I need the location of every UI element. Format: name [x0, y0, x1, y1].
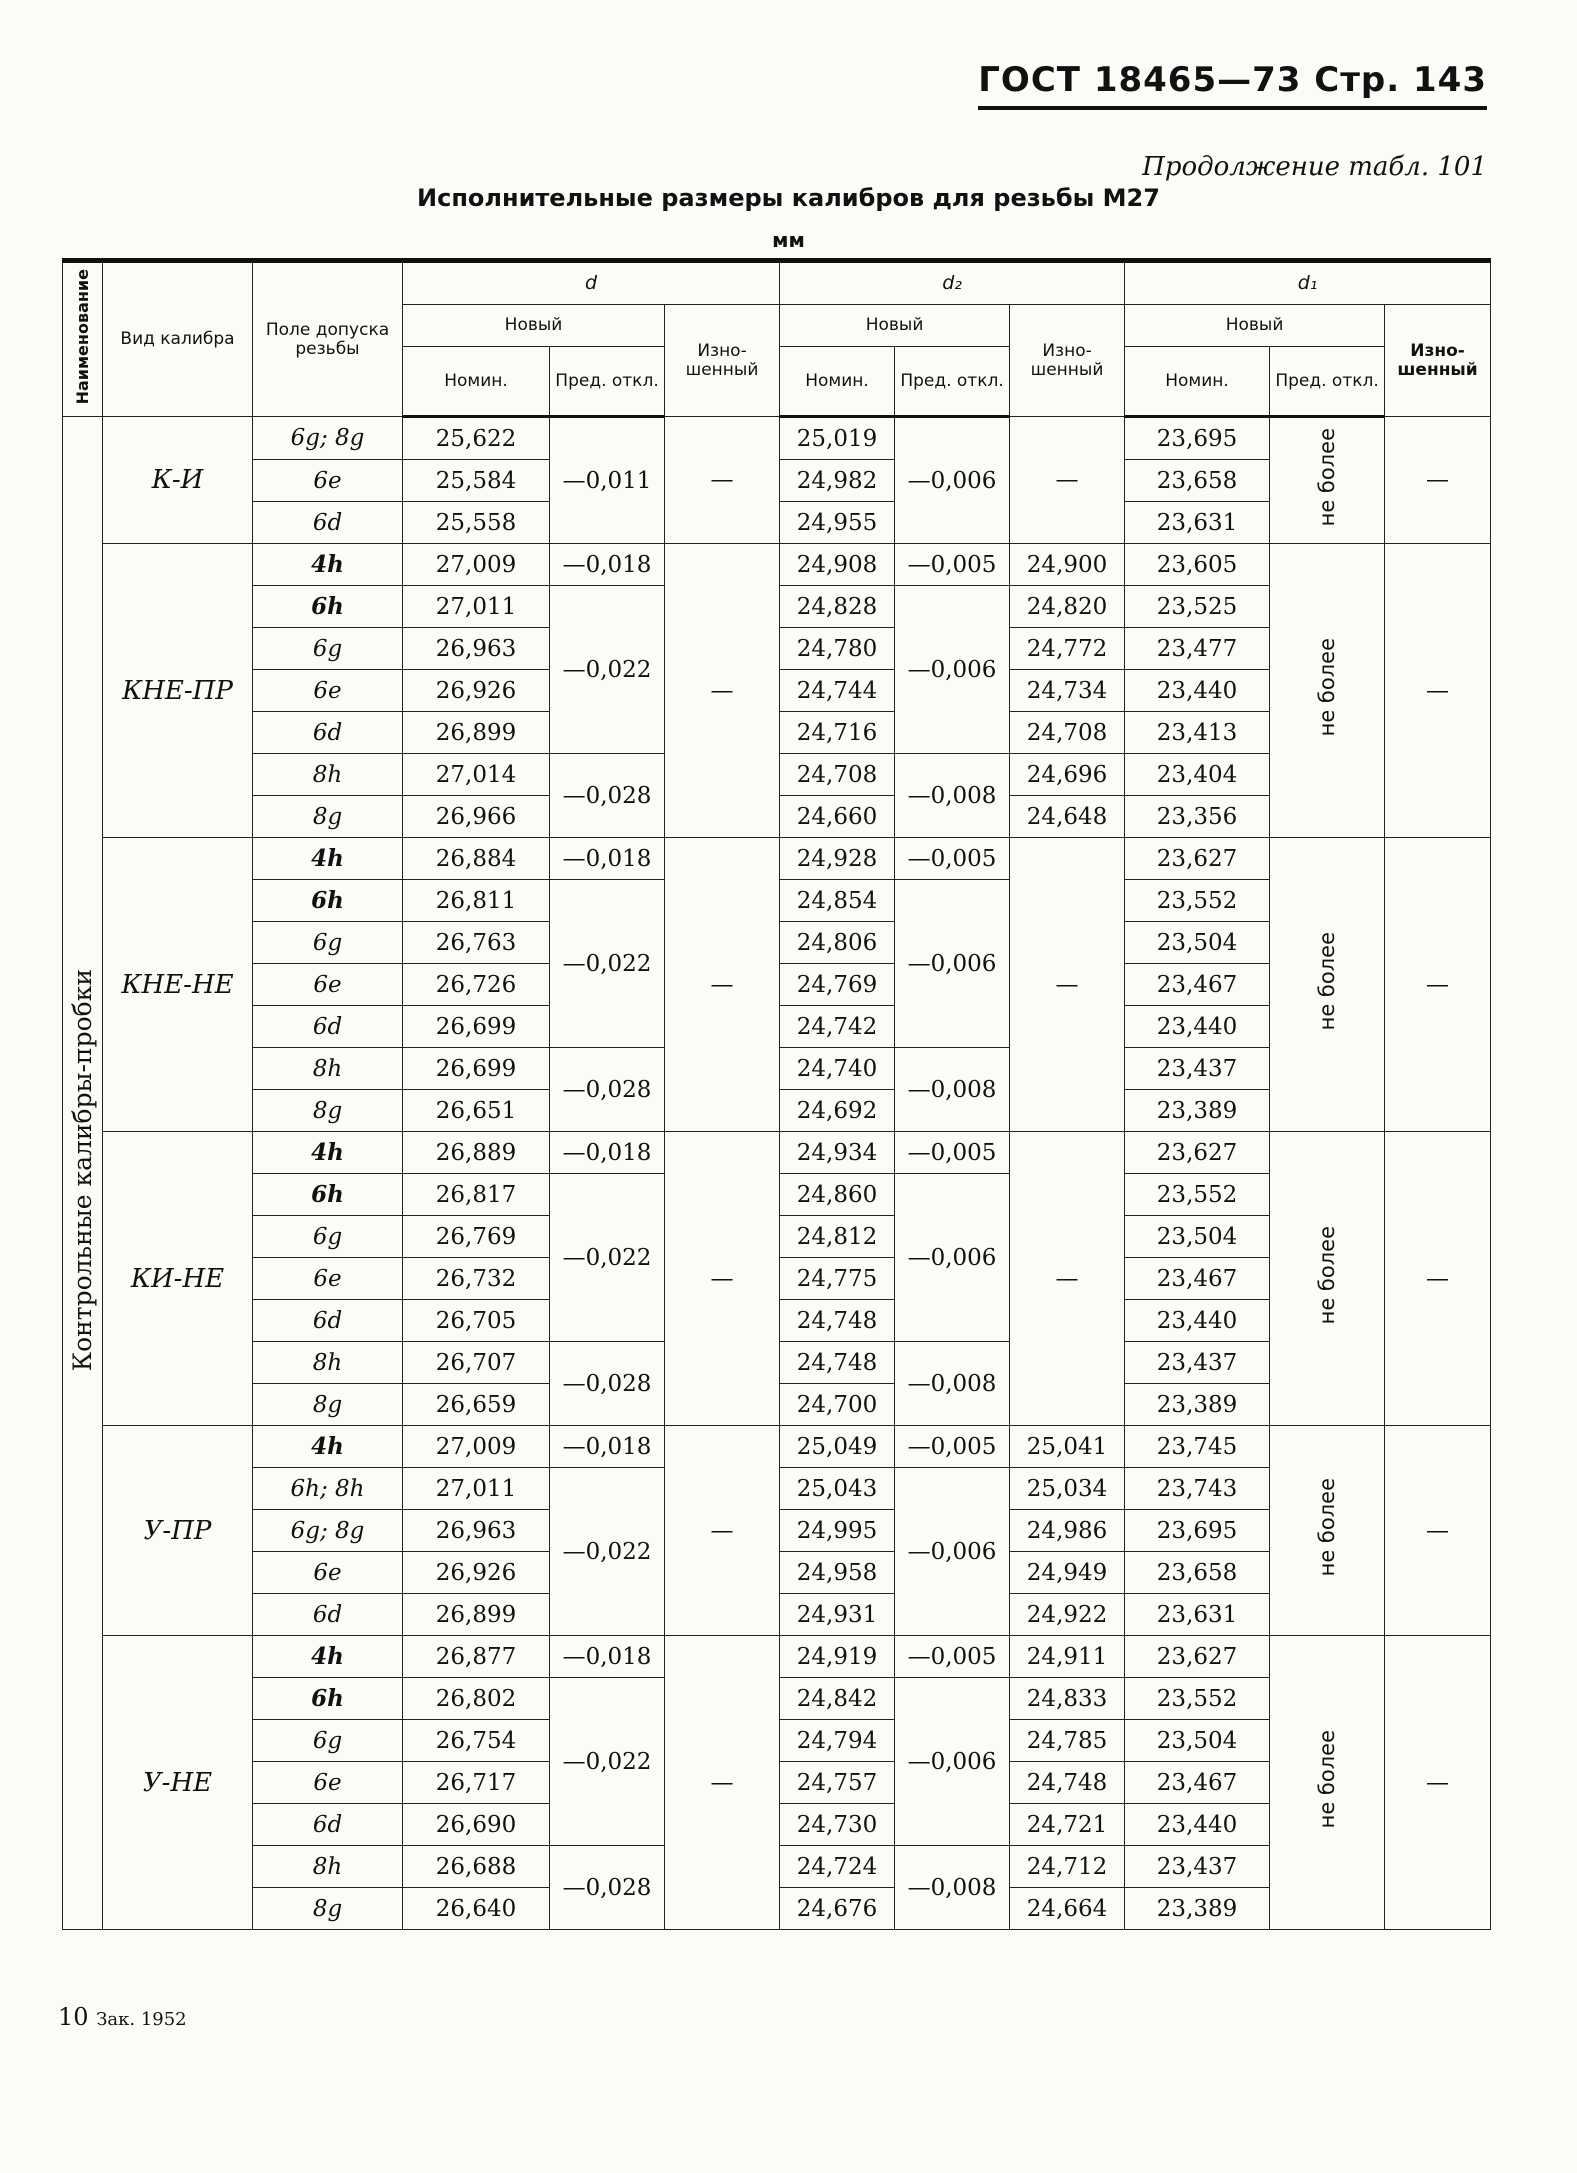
d-nominal: 26,688	[403, 1846, 550, 1888]
d-nominal: 27,011	[403, 586, 550, 628]
gauge-type: КИ-НЕ	[103, 1132, 253, 1426]
header-d2-worn: Изно-шенный	[1010, 305, 1125, 417]
d2-deviation: —0,006	[895, 1468, 1010, 1636]
gauge-type: У-ПР	[103, 1426, 253, 1636]
tolerance-field: 6e	[253, 964, 403, 1006]
table-row	[63, 1132, 1491, 1174]
d1-nominal: 23,504	[1125, 1216, 1270, 1258]
d1-nominal: 23,404	[1125, 754, 1270, 796]
tolerance-field: 6g	[253, 1216, 403, 1258]
d1-nominal: 23,504	[1125, 1720, 1270, 1762]
d-nominal: 26,963	[403, 1510, 550, 1552]
d-deviation: —0,028	[550, 1342, 665, 1426]
d1-worn: —	[1385, 1636, 1491, 1930]
d1-nominal: 23,467	[1125, 964, 1270, 1006]
header-d2-deviation: Пред. откл.	[895, 347, 1010, 417]
table-row	[63, 544, 1491, 586]
d2-deviation: —0,008	[895, 1342, 1010, 1426]
d1-worn: —	[1385, 838, 1491, 1132]
d-nominal: 26,889	[403, 1132, 550, 1174]
not-more-note: не более	[1315, 932, 1340, 1031]
d2-deviation: —0,008	[895, 1048, 1010, 1132]
d1-nominal: 23,605	[1125, 544, 1270, 586]
d-nominal: 26,811	[403, 880, 550, 922]
d1-nominal: 23,437	[1125, 1048, 1270, 1090]
header-d-deviation: Пред. откл.	[550, 347, 665, 417]
tolerance-field: 6h	[253, 586, 403, 628]
tolerance-field: 4h	[253, 544, 403, 586]
tolerance-field: 6d	[253, 712, 403, 754]
d2-deviation: —0,005	[895, 838, 1010, 880]
d1-nominal: 23,389	[1125, 1090, 1270, 1132]
tolerance-field: 6d	[253, 502, 403, 544]
d-nominal: 26,817	[403, 1174, 550, 1216]
d2-nominal: 24,982	[780, 460, 895, 502]
d-deviation: —0,022	[550, 880, 665, 1048]
tolerance-field: 8h	[253, 1342, 403, 1384]
tolerance-field: 8g	[253, 1888, 403, 1930]
d1-nominal: 23,627	[1125, 1132, 1270, 1174]
header-d1: d₁	[1125, 261, 1491, 305]
group-label-cell	[63, 417, 103, 1930]
d1-worn: —	[1385, 1426, 1491, 1636]
d-deviation: —0,022	[550, 1174, 665, 1342]
d-nominal: 26,717	[403, 1762, 550, 1804]
d2-worn: 24,712	[1010, 1846, 1125, 1888]
d2-worn: 24,696	[1010, 754, 1125, 796]
d1-deviation	[1270, 1132, 1385, 1426]
d-nominal: 26,884	[403, 838, 550, 880]
d1-nominal: 23,658	[1125, 1552, 1270, 1594]
table-head	[63, 261, 1491, 417]
header-d-worn: Изно-шенный	[665, 305, 780, 417]
d2-deviation: —0,005	[895, 1636, 1010, 1678]
d-nominal: 26,926	[403, 1552, 550, 1594]
gauge-table-wrapper	[62, 258, 1490, 1930]
d-nominal: 26,699	[403, 1006, 550, 1048]
d1-nominal: 23,467	[1125, 1762, 1270, 1804]
d-nominal: 26,640	[403, 1888, 550, 1930]
tolerance-field: 8h	[253, 1846, 403, 1888]
d2-deviation: —0,005	[895, 1132, 1010, 1174]
tolerance-field: 6d	[253, 1006, 403, 1048]
tolerance-field: 6h; 8h	[253, 1468, 403, 1510]
d2-worn: 24,785	[1010, 1720, 1125, 1762]
d2-deviation: —0,006	[895, 1174, 1010, 1342]
d2-nominal: 24,744	[780, 670, 895, 712]
d2-nominal: 24,757	[780, 1762, 895, 1804]
d1-nominal: 23,658	[1125, 460, 1270, 502]
d-nominal: 26,754	[403, 1720, 550, 1762]
d-nominal: 26,732	[403, 1258, 550, 1300]
d2-worn: 24,949	[1010, 1552, 1125, 1594]
d-nominal: 26,926	[403, 670, 550, 712]
d2-deviation: —0,006	[895, 1678, 1010, 1846]
d2-worn: 24,734	[1010, 670, 1125, 712]
d-nominal: 26,963	[403, 628, 550, 670]
header-d1-worn: Изно-шенный	[1385, 305, 1491, 417]
d2-worn: —	[1010, 417, 1125, 544]
d-nominal: 26,659	[403, 1384, 550, 1426]
d2-worn: 24,772	[1010, 628, 1125, 670]
d1-nominal: 23,552	[1125, 1678, 1270, 1720]
footer-page-number: 10	[58, 2003, 89, 2031]
tolerance-field: 8g	[253, 1090, 403, 1132]
tolerance-field: 6h	[253, 1678, 403, 1720]
d-worn: —	[665, 1426, 780, 1636]
d2-nominal: 24,812	[780, 1216, 895, 1258]
header-tolerance: Поле допуска резьбы	[253, 261, 403, 417]
d2-worn: 24,833	[1010, 1678, 1125, 1720]
d2-nominal: 24,724	[780, 1846, 895, 1888]
tolerance-field: 8h	[253, 1048, 403, 1090]
d2-worn: 25,041	[1010, 1426, 1125, 1468]
group-label: Контрольные калибры-пробки	[68, 968, 97, 1372]
d2-nominal: 25,049	[780, 1426, 895, 1468]
d2-worn: 24,721	[1010, 1804, 1125, 1846]
d2-deviation: —0,008	[895, 1846, 1010, 1930]
header-d2-nominal: Номин.	[780, 347, 895, 417]
d1-deviation	[1270, 417, 1385, 544]
d2-worn: 24,664	[1010, 1888, 1125, 1930]
d1-nominal: 23,477	[1125, 628, 1270, 670]
d-worn: —	[665, 544, 780, 838]
d2-nominal: 24,794	[780, 1720, 895, 1762]
tolerance-field: 6e	[253, 670, 403, 712]
not-more-note: не более	[1315, 638, 1340, 737]
d1-nominal: 23,437	[1125, 1846, 1270, 1888]
tolerance-field: 6e	[253, 1258, 403, 1300]
d2-worn: 24,708	[1010, 712, 1125, 754]
tolerance-field: 8h	[253, 754, 403, 796]
continuation-note: Продолжение табл. 101	[1142, 152, 1487, 182]
table-row	[63, 838, 1491, 880]
header-d2-new: Новый	[780, 305, 1010, 347]
d-nominal: 26,705	[403, 1300, 550, 1342]
table-row	[63, 1636, 1491, 1678]
d-nominal: 26,877	[403, 1636, 550, 1678]
d1-nominal: 23,552	[1125, 880, 1270, 922]
d1-nominal: 23,631	[1125, 502, 1270, 544]
gauge-type: К-И	[103, 417, 253, 544]
tolerance-field: 4h	[253, 838, 403, 880]
tolerance-field: 4h	[253, 1132, 403, 1174]
units-label: мм	[772, 228, 805, 252]
header-d1-nominal: Номин.	[1125, 347, 1270, 417]
tolerance-field: 6g	[253, 922, 403, 964]
d2-nominal: 24,660	[780, 796, 895, 838]
gauge-type: У-НЕ	[103, 1636, 253, 1930]
d1-deviation	[1270, 838, 1385, 1132]
d2-nominal: 24,692	[780, 1090, 895, 1132]
tolerance-field: 6e	[253, 1762, 403, 1804]
d2-nominal: 24,931	[780, 1594, 895, 1636]
d-worn: —	[665, 838, 780, 1132]
tolerance-field: 6g	[253, 1720, 403, 1762]
d2-nominal: 24,700	[780, 1384, 895, 1426]
d2-worn: 24,820	[1010, 586, 1125, 628]
d-worn: —	[665, 1636, 780, 1930]
table-row	[63, 1426, 1491, 1468]
tolerance-field: 8g	[253, 1384, 403, 1426]
header-d: d	[403, 261, 780, 305]
d2-worn: 25,034	[1010, 1468, 1125, 1510]
d1-nominal: 23,504	[1125, 922, 1270, 964]
d2-worn: 24,648	[1010, 796, 1125, 838]
d-deviation: —0,018	[550, 1132, 665, 1174]
d2-nominal: 24,708	[780, 754, 895, 796]
d1-deviation	[1270, 544, 1385, 838]
d2-nominal: 25,043	[780, 1468, 895, 1510]
tolerance-field: 6h	[253, 880, 403, 922]
d2-nominal: 24,730	[780, 1804, 895, 1846]
gauge-dimensions-table	[62, 258, 1491, 1930]
d1-nominal: 23,413	[1125, 712, 1270, 754]
d2-nominal: 24,806	[780, 922, 895, 964]
header-name: Наименование	[63, 261, 103, 417]
d2-nominal: 24,842	[780, 1678, 895, 1720]
tolerance-field: 6g; 8g	[253, 1510, 403, 1552]
not-more-note: не более	[1315, 1730, 1340, 1829]
d-nominal: 26,699	[403, 1048, 550, 1090]
d-deviation: —0,018	[550, 1636, 665, 1678]
table-body	[63, 417, 1491, 1930]
d1-worn: —	[1385, 1132, 1491, 1426]
d2-worn: 24,900	[1010, 544, 1125, 586]
gauge-type: КНЕ-НЕ	[103, 838, 253, 1132]
d-nominal: 25,622	[403, 417, 550, 460]
d-deviation: —0,028	[550, 754, 665, 838]
d2-nominal: 24,958	[780, 1552, 895, 1594]
d-nominal: 26,707	[403, 1342, 550, 1384]
d2-nominal: 25,019	[780, 417, 895, 460]
d1-worn: —	[1385, 417, 1491, 544]
tolerance-field: 6e	[253, 1552, 403, 1594]
d-deviation: —0,028	[550, 1846, 665, 1930]
tolerance-field: 6d	[253, 1300, 403, 1342]
table-row	[63, 417, 1491, 460]
d2-worn: —	[1010, 838, 1125, 1132]
d2-nominal: 24,780	[780, 628, 895, 670]
tolerance-field: 6d	[253, 1804, 403, 1846]
d1-nominal: 23,695	[1125, 417, 1270, 460]
table-title: Исполнительные размеры калибров для резьбы М27	[417, 184, 1160, 212]
d2-worn: 24,911	[1010, 1636, 1125, 1678]
d2-nominal: 24,955	[780, 502, 895, 544]
d2-deviation: —0,005	[895, 1426, 1010, 1468]
footer-order: Зак. 1952	[96, 2009, 187, 2030]
tolerance-field: 4h	[253, 1636, 403, 1678]
d-nominal: 26,726	[403, 964, 550, 1006]
d-nominal: 25,558	[403, 502, 550, 544]
d-nominal: 27,009	[403, 544, 550, 586]
tolerance-field: 6g	[253, 628, 403, 670]
d1-nominal: 23,627	[1125, 838, 1270, 880]
d2-nominal: 24,854	[780, 880, 895, 922]
tolerance-field: 6d	[253, 1594, 403, 1636]
d-nominal: 26,690	[403, 1804, 550, 1846]
standard-number: ГОСТ 18465—73	[978, 60, 1302, 100]
d1-nominal: 23,389	[1125, 1384, 1270, 1426]
d2-deviation: —0,006	[895, 417, 1010, 544]
d2-nominal: 24,748	[780, 1300, 895, 1342]
d-deviation: —0,028	[550, 1048, 665, 1132]
tolerance-field: 8g	[253, 796, 403, 838]
d2-worn: 24,922	[1010, 1594, 1125, 1636]
header-gauge-type: Вид калибра	[103, 261, 253, 417]
d2-worn: 24,748	[1010, 1762, 1125, 1804]
d1-nominal: 23,437	[1125, 1342, 1270, 1384]
d2-deviation: —0,006	[895, 880, 1010, 1048]
d2-nominal: 24,716	[780, 712, 895, 754]
d1-nominal: 23,552	[1125, 1174, 1270, 1216]
d1-worn: —	[1385, 544, 1491, 838]
tolerance-field: 6h	[253, 1174, 403, 1216]
d1-nominal: 23,356	[1125, 796, 1270, 838]
not-more-note: не более	[1315, 428, 1340, 527]
d1-nominal: 23,440	[1125, 1006, 1270, 1048]
d2-nominal: 24,908	[780, 544, 895, 586]
d1-nominal: 23,743	[1125, 1468, 1270, 1510]
d-deviation: —0,011	[550, 417, 665, 544]
d2-nominal: 24,919	[780, 1636, 895, 1678]
d2-nominal: 24,995	[780, 1510, 895, 1552]
page-number: Стр. 143	[1314, 60, 1487, 100]
d1-nominal: 23,631	[1125, 1594, 1270, 1636]
not-more-note: не более	[1315, 1478, 1340, 1577]
d1-nominal: 23,440	[1125, 1804, 1270, 1846]
d1-nominal: 23,440	[1125, 670, 1270, 712]
d-worn: —	[665, 1132, 780, 1426]
d-deviation: —0,018	[550, 544, 665, 586]
header-d1-deviation: Пред. откл.	[1270, 347, 1385, 417]
d2-deviation: —0,008	[895, 754, 1010, 838]
d-nominal: 27,011	[403, 1468, 550, 1510]
d-nominal: 27,009	[403, 1426, 550, 1468]
d1-deviation	[1270, 1426, 1385, 1636]
d-deviation: —0,018	[550, 838, 665, 880]
d2-deviation: —0,005	[895, 544, 1010, 586]
d2-nominal: 24,676	[780, 1888, 895, 1930]
d-nominal: 26,763	[403, 922, 550, 964]
not-more-note: не более	[1315, 1226, 1340, 1325]
d-deviation: —0,022	[550, 586, 665, 754]
d2-nominal: 24,928	[780, 838, 895, 880]
d2-nominal: 24,742	[780, 1006, 895, 1048]
tolerance-field: 6g; 8g	[253, 417, 403, 460]
d-nominal: 26,966	[403, 796, 550, 838]
d1-nominal: 23,440	[1125, 1300, 1270, 1342]
d2-nominal: 24,775	[780, 1258, 895, 1300]
header-d-new: Новый	[403, 305, 665, 347]
gauge-type: КНЕ-ПР	[103, 544, 253, 838]
d-worn: —	[665, 417, 780, 544]
d-nominal: 26,802	[403, 1678, 550, 1720]
d1-deviation	[1270, 1636, 1385, 1930]
tolerance-field: 6e	[253, 460, 403, 502]
d2-nominal: 24,769	[780, 964, 895, 1006]
d-nominal: 26,899	[403, 712, 550, 754]
d-deviation: —0,022	[550, 1678, 665, 1846]
header-d2: d₂	[780, 261, 1125, 305]
d1-nominal: 23,389	[1125, 1888, 1270, 1930]
d-nominal: 26,769	[403, 1216, 550, 1258]
header-d1-new: Новый	[1125, 305, 1385, 347]
d2-deviation: —0,006	[895, 586, 1010, 754]
d-nominal: 25,584	[403, 460, 550, 502]
page-footer	[58, 2003, 187, 2031]
d1-nominal: 23,467	[1125, 1258, 1270, 1300]
d1-nominal: 23,627	[1125, 1636, 1270, 1678]
d-deviation: —0,018	[550, 1426, 665, 1468]
d1-nominal: 23,745	[1125, 1426, 1270, 1468]
d2-worn: 24,986	[1010, 1510, 1125, 1552]
d-nominal: 27,014	[403, 754, 550, 796]
d2-nominal: 24,860	[780, 1174, 895, 1216]
d1-nominal: 23,525	[1125, 586, 1270, 628]
d2-nominal: 24,934	[780, 1132, 895, 1174]
tolerance-field: 4h	[253, 1426, 403, 1468]
d2-nominal: 24,828	[780, 586, 895, 628]
page-header	[978, 60, 1487, 110]
d2-nominal: 24,748	[780, 1342, 895, 1384]
d-nominal: 26,651	[403, 1090, 550, 1132]
d-deviation: —0,022	[550, 1468, 665, 1636]
d2-worn: —	[1010, 1132, 1125, 1426]
d2-nominal: 24,740	[780, 1048, 895, 1090]
d-nominal: 26,899	[403, 1594, 550, 1636]
header-d-nominal: Номин.	[403, 347, 550, 417]
d1-nominal: 23,695	[1125, 1510, 1270, 1552]
